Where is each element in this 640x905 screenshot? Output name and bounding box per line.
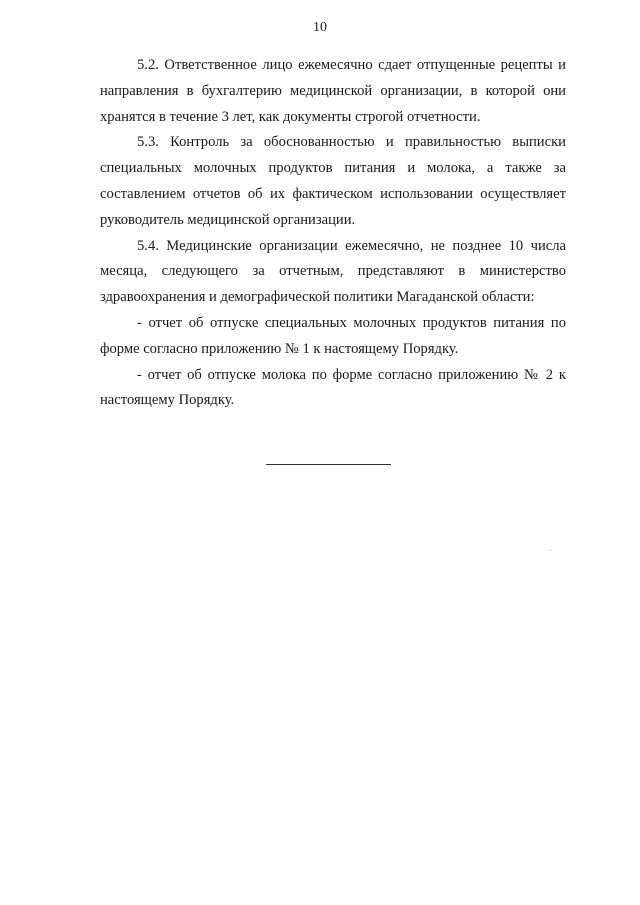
paragraph-5-4: 5.4. Медицинские организации ежемесячно, не позднее 10 числа месяца, следующего за отчетным, представляют в министерство здравоохранения и демографической политики Магаданской области: (100, 237, 566, 306)
scan-speck (550, 550, 551, 551)
document-body (100, 53, 566, 414)
paragraph-5-2: 5.2. Ответственное лицо ежемесячно сдает отпущенные рецепты и направления в бухгалтерию медицинской организации, в которой они хранятся в течение 3 лет, как документы строгой отчетности. (100, 57, 566, 125)
list-item-report-special-products: - отчет об отпуске специальных молочных продуктов питания по форме согласно приложению № 1 к настоящему Порядку. (100, 314, 566, 357)
page-number: 10 (313, 20, 327, 35)
list-item-report-milk: - отчет об отпуске молока по форме согласно приложению № 2 к настоящему Порядку. (100, 366, 566, 409)
end-separator-line (266, 464, 391, 465)
paragraph-5-3: 5.3. Контроль за обоснованностью и правильностью выписки специальных молочных продуктов питания и молока, а также за составлением отчетов об их фактическом использовании осуществляет руководитель медицинской организации. (100, 134, 566, 228)
